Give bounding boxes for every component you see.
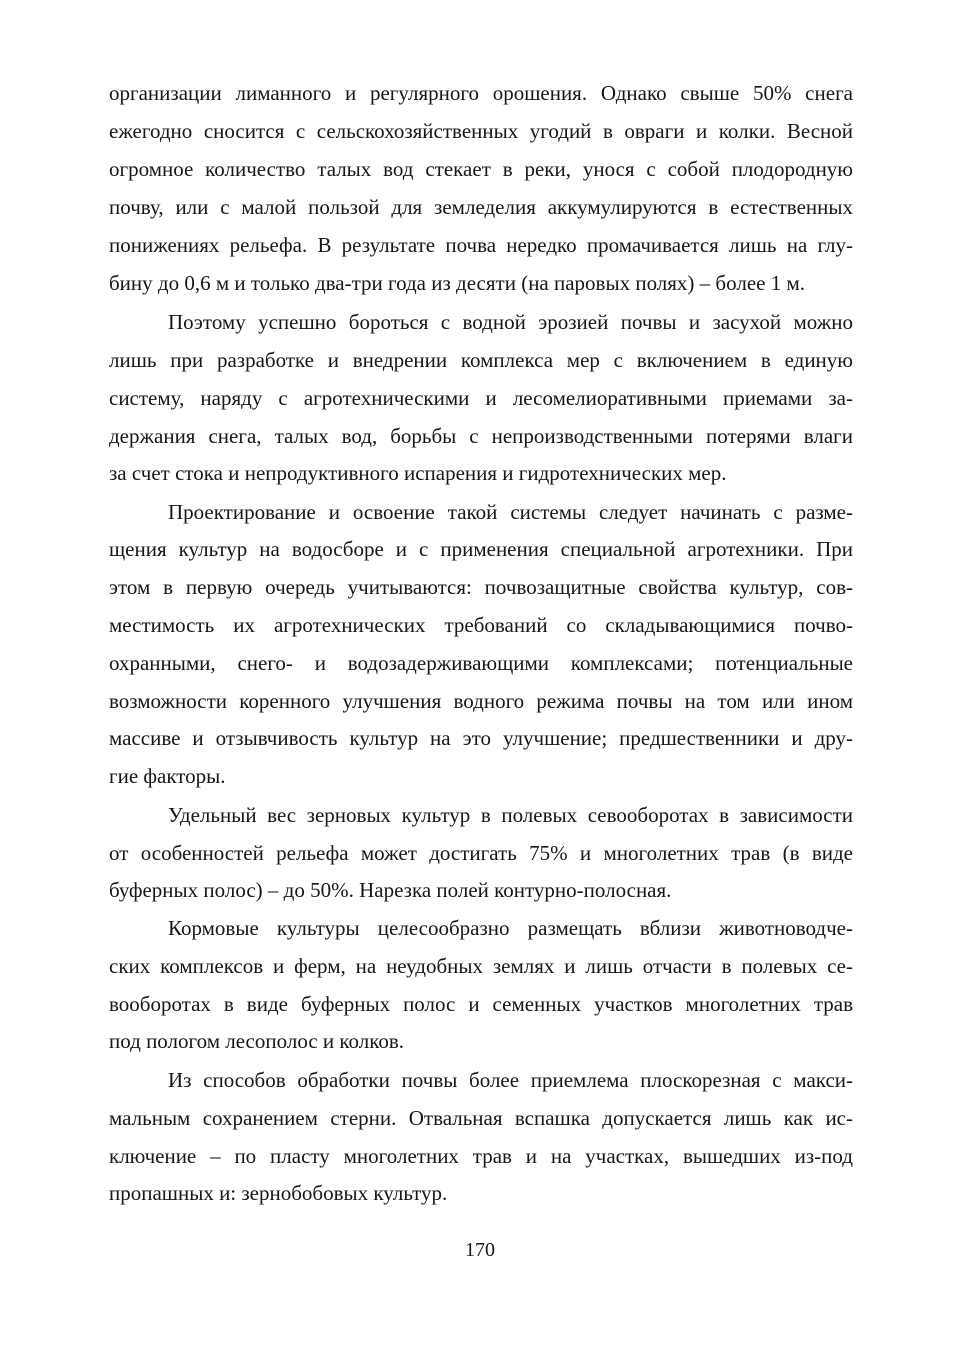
paragraph-line: Кормовые культуры целесообразно размещать вблизи животноводче-	[168, 916, 853, 940]
paragraph-line: ключение – по пласту многолетних трав и на участках, вышедших из-под	[109, 1144, 853, 1168]
paragraph-line: мальным сохранением стерни. Отвальная вспашка допускается лишь как ис-	[109, 1106, 853, 1130]
paragraph-line: понижениях рельефа. В результате почва нередко промачивается лишь на глу-	[109, 233, 853, 257]
paragraph-line: Удельный вес зерновых культур в полевых севооборотах в зависимости	[168, 803, 853, 827]
paragraph-line: от особенностей рельефа может достигать 75% и многолетних трав (в виде	[109, 841, 853, 865]
paragraph-line: лишь при разработке и внедрении комплекса мер с включением в единую	[109, 348, 853, 372]
paragraph-line: охранными, снего- и водозадерживающими комплексами; потенциальные	[109, 651, 853, 675]
paragraph-line: ежегодно сносится с сельскохозяйственных угодий в овраги и колки. Весной	[109, 119, 853, 143]
paragraph-line: Из способов обработки почвы более приемлема плоскорезная с макси-	[168, 1068, 853, 1092]
paragraph-line: Поэтому успешно бороться с водной эрозией почвы и засухой можно	[168, 310, 853, 334]
paragraph-line: огромное количество талых вод стекает в реки, унося с собой плодородную	[109, 157, 853, 181]
paragraph-line: гие факторы.	[109, 764, 226, 788]
paragraph-line: ских комплексов и ферм, на неудобных землях и лишь отчасти в полевых се-	[109, 954, 853, 978]
paragraph-line: местимость их агротехнических требований со складывающимися почво-	[109, 613, 853, 637]
paragraph-line: вооборотах в виде буферных полос и семенных участков многолетних трав	[109, 992, 853, 1016]
paragraph-line: этом в первую очередь учитываются: почвозащитные свойства культур, сов-	[109, 575, 853, 599]
paragraph-line: Проектирование и освоение такой системы следует начинать с разме-	[168, 500, 853, 524]
paragraph-line: щения культур на водосборе и с применения специальной агротехники. При	[109, 537, 853, 561]
paragraph-line: бину до 0,6 м и только два-три года из десяти (на паровых полях) – более 1 м.	[109, 271, 805, 295]
paragraph-line: буферных полос) – до 50%. Нарезка полей контурно-полосная.	[109, 878, 672, 902]
paragraph-line: держания снега, талых вод, борьбы с непроизводственными потерями влаги	[109, 424, 853, 448]
paragraph-line: массиве и отзывчивость культур на это улучшение; предшественники и дру-	[109, 726, 853, 750]
paragraph-line: организации лиманного и регулярного орошения. Однако свыше 50% снега	[109, 81, 853, 105]
paragraph-line: возможности коренного улучшения водного режима почвы на том или ином	[109, 689, 853, 713]
paragraph-line: за счет стока и непродуктивного испарения и гидротехнических мер.	[109, 461, 727, 485]
paragraph-line: систему, наряду с агротехническими и лесомелиоративными приемами за-	[109, 386, 853, 410]
paragraph-line: под пологом лесополос и колков.	[109, 1029, 405, 1053]
paragraph-line: пропашных и: зернобобовых культур.	[109, 1181, 448, 1205]
page-number: 170	[465, 1239, 495, 1261]
paragraph-line: почву, или с малой пользой для земледелия аккумулируются в естественных	[109, 195, 853, 219]
